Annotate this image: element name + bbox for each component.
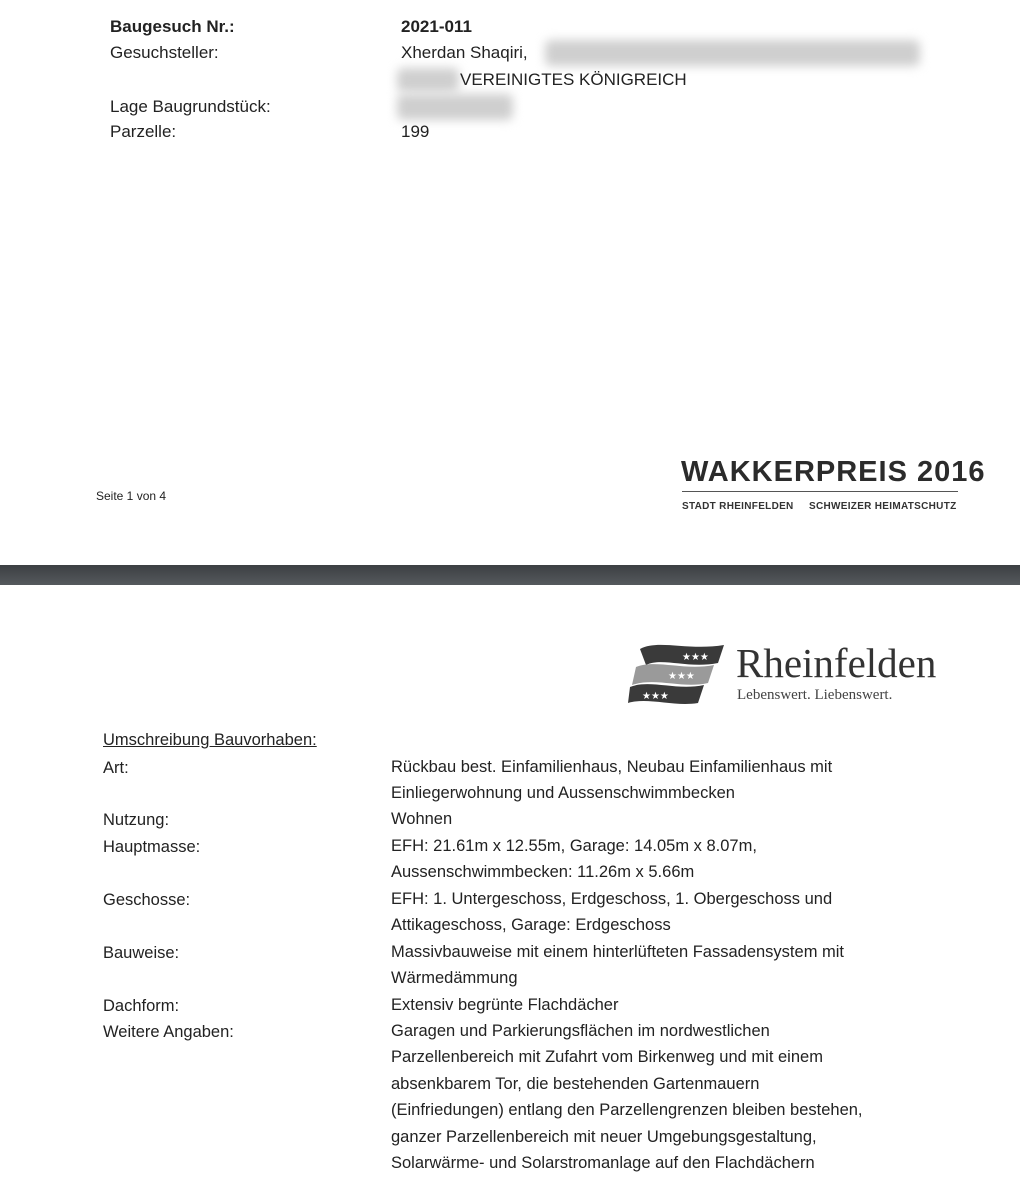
value-gesuchsteller-name: Xherdan Shaqiri, bbox=[401, 43, 528, 62]
value-bauweise-line: Massivbauweise mit einem hinterlüfteten Fassadensystem mit bbox=[391, 943, 845, 961]
section-title-bauvorhaben: Umschreibung Bauvorhaben: bbox=[103, 731, 317, 749]
value-art-line: Einliegerwohnung und Aussenschwimmbecken bbox=[391, 784, 735, 803]
label-baugesuch-nr: Baugesuch Nr.: bbox=[110, 17, 235, 36]
logo-rheinfelden-name: Rheinfelden bbox=[736, 640, 937, 686]
value-nutzung-line: Wohnen bbox=[391, 810, 453, 828]
page-separator bbox=[0, 565, 1020, 585]
label-bauweise: Bauweise: bbox=[103, 944, 180, 962]
svg-text:★★★: ★★★ bbox=[642, 691, 669, 702]
label-dachform: Dachform: bbox=[103, 997, 180, 1015]
wakkerpreis-sub-right: SCHWEIZER HEIMATSCHUTZ bbox=[809, 501, 957, 512]
rheinfelden-logo-emblem-icon bbox=[628, 641, 728, 706]
value-bauweise bbox=[391, 939, 844, 992]
value-dachform-line: Extensiv begrünte Flachdächer bbox=[391, 996, 619, 1014]
value-weitere-angaben-line: (Einfriedungen) entlang den Parzellengrenzen bleiben bestehen, bbox=[391, 1101, 863, 1120]
label-hauptmasse: Hauptmasse: bbox=[103, 838, 201, 856]
document-page-1 bbox=[0, 0, 1020, 565]
value-geschosse bbox=[391, 886, 832, 939]
label-weitere-angaben: Weitere Angaben: bbox=[103, 1023, 234, 1041]
label-gesuchsteller: Gesuchsteller: bbox=[110, 43, 219, 62]
value-weitere-angaben-line: Parzellenbereich mit Zufahrt vom Birkenweg und mit einem bbox=[391, 1048, 823, 1067]
value-hauptmasse-line: Aussenschwimmbecken: 11.26m x 5.66m bbox=[391, 863, 695, 882]
value-weitere-angaben bbox=[391, 1018, 863, 1176]
wakkerpreis-sub-left: STADT RHEINFELDEN bbox=[682, 501, 794, 512]
wakkerpreis-divider bbox=[682, 491, 958, 492]
value-weitere-angaben-line: ganzer Parzellenbereich mit neuer Umgebungsgestaltung, bbox=[391, 1127, 817, 1146]
value-gesuchsteller-country: VEREINIGTES KÖNIGREICH bbox=[460, 70, 687, 89]
value-weitere-angaben-line: Solarwärme- und Solarstromanlage auf den Flachdächern bbox=[391, 1153, 815, 1172]
value-geschosse-line: Attikageschoss, Garage: Erdgeschoss bbox=[391, 916, 671, 935]
svg-text:★★★: ★★★ bbox=[682, 652, 709, 663]
value-dachform bbox=[391, 992, 618, 1018]
redacted-postcode bbox=[397, 68, 459, 92]
value-weitere-angaben-line: Garagen und Parkierungsflächen im nordwestlichen bbox=[391, 1022, 770, 1040]
value-art bbox=[391, 754, 832, 807]
value-nutzung bbox=[391, 806, 452, 832]
redacted-location bbox=[397, 94, 513, 120]
value-parzelle: 199 bbox=[401, 122, 430, 141]
value-hauptmasse bbox=[391, 833, 757, 886]
svg-text:★★★: ★★★ bbox=[668, 671, 695, 682]
label-parzelle: Parzelle: bbox=[110, 122, 177, 141]
page-indicator: Seite 1 von 4 bbox=[96, 489, 167, 503]
value-art-line: Rückbau best. Einfamilienhaus, Neubau Einfamilienhaus mit bbox=[391, 758, 833, 776]
document-page-2 bbox=[0, 585, 1020, 1200]
label-geschosse: Geschosse: bbox=[103, 891, 191, 909]
value-baugesuch-nr: 2021-011 bbox=[401, 17, 472, 36]
value-hauptmasse-line: EFH: 21.61m x 12.55m, Garage: 14.05m x 8.07m, bbox=[391, 837, 757, 855]
value-bauweise-line: Wärmedämmung bbox=[391, 969, 518, 988]
value-geschosse-line: EFH: 1. Untergeschoss, Erdgeschoss, 1. Obergeschoss und bbox=[391, 890, 833, 908]
wakkerpreis-title: WAKKERPREIS 2016 bbox=[681, 456, 986, 488]
redacted-address bbox=[545, 40, 920, 66]
logo-tagline: Lebenswert. Liebenswert. bbox=[737, 687, 893, 703]
label-lage-baugrundstueck: Lage Baugrundstück: bbox=[110, 97, 271, 116]
label-art: Art: bbox=[103, 759, 129, 777]
label-nutzung: Nutzung: bbox=[103, 811, 170, 829]
value-weitere-angaben-line: absenkbarem Tor, die bestehenden Gartenmauern bbox=[391, 1074, 760, 1093]
